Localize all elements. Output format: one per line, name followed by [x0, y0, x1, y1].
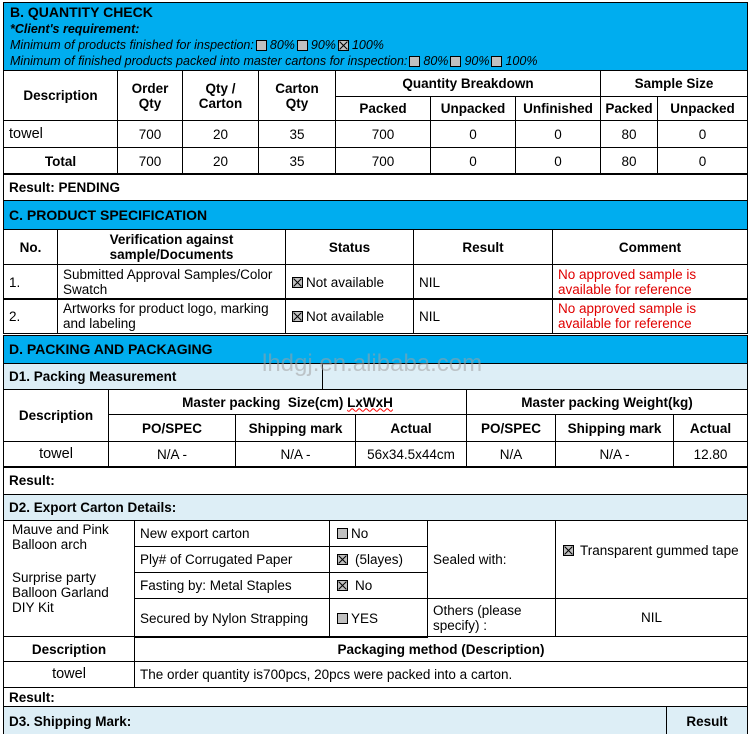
- table-cell: 35: [258, 120, 336, 148]
- status-text: Not available: [306, 308, 385, 324]
- col-description: Description: [3, 70, 118, 121]
- requirement-text: Minimum of finished products packed into master cartons for inspection:: [10, 54, 408, 68]
- value-text: No: [355, 578, 373, 593]
- size-unit: LxWxH: [347, 394, 393, 410]
- carton-detail-label: Fasting by: Metal Staples: [134, 572, 330, 599]
- checkbox[interactable]: [297, 40, 308, 51]
- checkbox-label: 100%: [351, 38, 384, 52]
- checkbox-label: 100%: [505, 54, 538, 68]
- quantity-result: Result: PENDING: [3, 173, 748, 201]
- col-unpacked: Unpacked: [430, 96, 516, 121]
- checkbox[interactable]: [491, 56, 502, 67]
- d2-products: [3, 520, 135, 637]
- row-number: 1.: [3, 264, 58, 300]
- d1-header-blank: [322, 363, 748, 390]
- d3-header: D3. Shipping Mark:: [3, 706, 667, 734]
- section-c-header: C. PRODUCT SPECIFICATION: [3, 200, 748, 230]
- col-sample-unpacked: Unpacked: [657, 96, 748, 121]
- checkbox-label: 90%: [464, 54, 490, 68]
- column-header: Actual: [355, 414, 467, 442]
- checkbox-label: 90%: [310, 38, 336, 52]
- d3-result-header: Result: [666, 706, 748, 734]
- column-header: PO/SPEC: [108, 414, 236, 442]
- carton-detail-value: [329, 598, 428, 638]
- checkbox[interactable]: [337, 580, 348, 591]
- table-cell: 700: [335, 147, 431, 175]
- checkbox[interactable]: [256, 40, 267, 51]
- carton-detail-label: New export carton: [134, 520, 330, 547]
- verification-item: Artworks for product logo, marking and labeling: [57, 298, 286, 334]
- others-label: Others (please specify) :: [427, 598, 556, 637]
- d2-result: Result:: [3, 687, 748, 707]
- table-cell: 0: [515, 147, 601, 175]
- checkbox[interactable]: [337, 528, 348, 539]
- packaging-method: The order quantity is700pcs, 20pcs were packed into a carton.: [134, 661, 748, 688]
- comment: No approved sample is available for reference: [552, 298, 748, 334]
- row-number: 2.: [3, 298, 58, 334]
- carton-detail-value: [329, 572, 428, 599]
- checkbox-label: 80%: [269, 38, 295, 52]
- table-cell: 35: [258, 147, 336, 175]
- column-header: Comment: [552, 229, 748, 265]
- col-master-size: [108, 389, 467, 415]
- checkbox[interactable]: [450, 56, 461, 67]
- carton-detail-value: [329, 546, 428, 573]
- table-cell: 0: [515, 120, 601, 148]
- table-cell: 20: [182, 120, 259, 148]
- result: NIL: [413, 298, 553, 334]
- table-cell: 700: [117, 147, 183, 175]
- checkbox-label: 80%: [423, 54, 449, 68]
- table-cell: 0: [657, 120, 748, 148]
- value-text: (5layes): [355, 552, 404, 567]
- checkbox[interactable]: [292, 311, 303, 322]
- requirement-line-2: [10, 53, 741, 69]
- table-cell: 0: [657, 147, 748, 175]
- col-carton-qty: Carton Qty: [258, 70, 336, 121]
- checkbox[interactable]: [563, 545, 574, 556]
- status-cell: [285, 264, 414, 300]
- comment: No approved sample is available for reference: [552, 264, 748, 300]
- verification-item: Submitted Approval Samples/Color Swatch: [57, 264, 286, 300]
- checkbox[interactable]: [337, 554, 348, 565]
- checkbox[interactable]: [292, 277, 303, 288]
- col-qty-carton: Qty / Carton: [182, 70, 259, 121]
- requirement-line-1: [10, 37, 741, 53]
- packaging-description: towel: [3, 661, 135, 688]
- checkbox[interactable]: [338, 40, 349, 51]
- carton-detail-label: Secured by Nylon Strapping: [134, 598, 330, 638]
- status-cell: [285, 298, 414, 334]
- column-header: Status: [285, 229, 414, 265]
- table-cell: 12.80: [673, 441, 748, 468]
- carton-detail-label: Ply# of Corrugated Paper: [134, 546, 330, 573]
- table-cell: N/A: [466, 441, 556, 468]
- col-master-weight: Master packing Weight(kg): [466, 389, 748, 415]
- status-text: Not available: [306, 274, 385, 290]
- checkbox[interactable]: [337, 613, 348, 624]
- col-packaging-method: Packaging method (Description): [134, 636, 748, 662]
- table-cell: 80: [600, 120, 658, 148]
- value-text: No: [351, 526, 369, 541]
- product-name: Surprise party Balloon Garland DIY Kit: [12, 570, 109, 615]
- sealed-value-text: Transparent gummed tape: [580, 543, 739, 558]
- column-header: Actual: [673, 414, 748, 442]
- table-cell: N/A -: [235, 441, 356, 468]
- d1-result: Result:: [3, 466, 748, 495]
- size-head: Master packing Size(cm): [182, 394, 348, 410]
- row-description: Total: [3, 147, 118, 175]
- section-d-header: D. PACKING AND PACKAGING: [3, 335, 748, 364]
- column-header: No.: [3, 229, 58, 265]
- column-header: Shipping mark: [235, 414, 356, 442]
- section-b-header: [3, 2, 748, 71]
- column-header: Result: [413, 229, 553, 265]
- column-header: PO/SPEC: [466, 414, 556, 442]
- watermark: lhdgj.en.alibaba.com: [262, 350, 483, 377]
- table-cell: N/A -: [108, 441, 236, 468]
- table-cell: 20: [182, 147, 259, 175]
- d2-header: D2. Export Carton Details:: [3, 494, 748, 521]
- section-title: B. QUANTITY CHECK: [10, 4, 153, 20]
- col-quantity-breakdown: Quantity Breakdown: [335, 70, 601, 97]
- carton-detail-value: [329, 520, 428, 547]
- result: NIL: [413, 264, 553, 300]
- product-name: Mauve and Pink Balloon arch: [12, 522, 109, 552]
- others-value: NIL: [555, 598, 748, 637]
- col-sample-packed: Packed: [600, 96, 658, 121]
- col-packed: Packed: [335, 96, 431, 121]
- d1-header: D1. Packing Measurement: [3, 363, 323, 390]
- row-description: towel: [3, 120, 118, 148]
- sealed-with-label: Sealed with:: [427, 520, 556, 599]
- column-header: Shipping mark: [555, 414, 674, 442]
- table-cell: 0: [430, 120, 516, 148]
- col-description: Description: [3, 636, 135, 662]
- table-cell: 700: [117, 120, 183, 148]
- checkbox[interactable]: [409, 56, 420, 67]
- column-header: Verification against sample/Documents: [57, 229, 286, 265]
- row-description: towel: [3, 441, 109, 468]
- table-cell: N/A -: [555, 441, 674, 468]
- table-cell: 0: [430, 147, 516, 175]
- requirement-title: *Client's requirement:: [10, 22, 140, 36]
- value-text: YES: [351, 610, 379, 626]
- table-cell: 56x34.5x44cm: [355, 441, 467, 468]
- col-sample-size: Sample Size: [600, 70, 748, 97]
- table-cell: 80: [600, 147, 658, 175]
- requirement-text: Minimum of products finished for inspection:: [10, 38, 254, 52]
- sealed-with-value: [555, 520, 748, 599]
- table-cell: 700: [335, 120, 431, 148]
- col-description: Description: [3, 389, 109, 442]
- col-unfinished: Unfinished: [515, 96, 601, 121]
- col-order-qty: Order Qty: [117, 70, 183, 121]
